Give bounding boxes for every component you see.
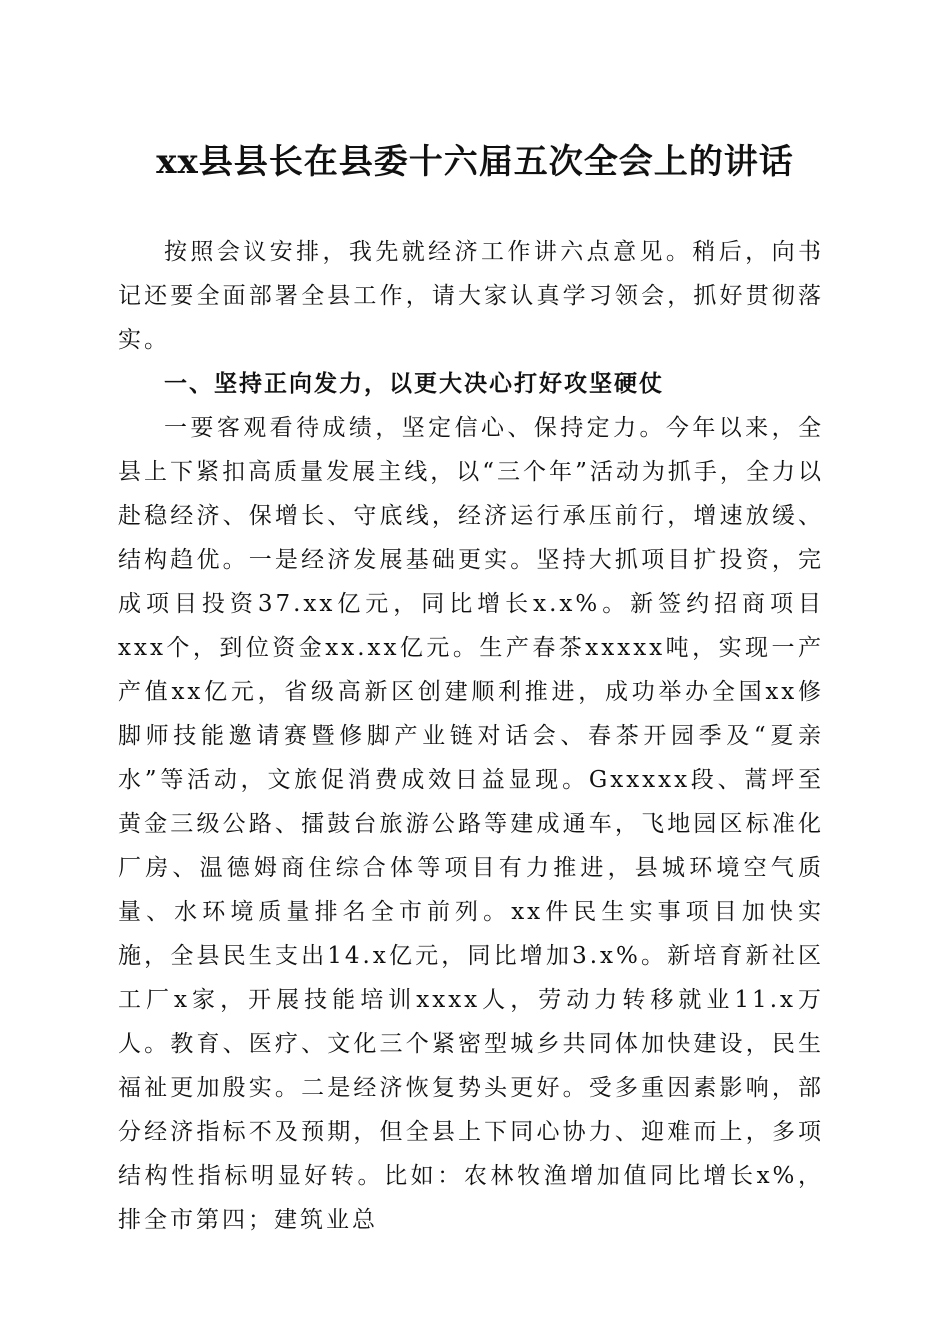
section-heading: 一、坚持正向发力，以更大决心打好攻坚硬仗 bbox=[164, 371, 664, 397]
document-body bbox=[118, 230, 824, 1242]
opening-paragraph: 按照会议安排，我先就经济工作讲六点意见。稍后，向书记还要全面部署全县工作，请大家认真学习领会，抓好贯彻落实。 bbox=[118, 239, 824, 353]
section-paragraph: 一要客观看待成绩，坚定信心、保持定力。今年以来，全县上下紧扣高质量发展主线，以“三个年”活动为抓手，全力以赴稳经济、保增长、守底线，经济运行承压前行，增速放缓、结构趋优。一是经济发展基础更实。坚持大抓项目扩投资，完成项目投资37.xx亿元，同比增长x.x%。新签约招商项目xxx个，到位资金xx.xx亿元。生产春茶xxxxx吨，实现一产产值xx亿元，省级高新区创建顺利推进，成功举办全国xx修脚师技能邀请赛暨修脚产业链对话会、春茶开园季及“夏亲水”等活动，文旅促消费成效日益显现。Gxxxxx段、蒿坪至黄金三级公路、擂鼓台旅游公路等建成通车，飞地园区标准化厂房、温德姆商住综合体等项目有力推进，县城环境空气质量、水环境质量排名全市前列。xx件民生实事项目加快实施，全县民生支出14.x亿元，同比增加3.x%。新培育新社区工厂x家，开展技能培训xxxx人，劳动力转移就业11.x万人。教育、医疗、文化三个紧密型城乡共同体加快建设，民生福祉更加殷实。二是经济恢复势头更好。受多重因素影响，部分经济指标不及预期，但全县上下同心协力、迎难而上，多项结构性指标明显好转。比如：农林牧渔增加值同比增长x%，排全市第四；建筑业总 bbox=[118, 415, 824, 1233]
document-title: xx县县长在县委十六届五次全会上的讲话 bbox=[156, 142, 794, 182]
